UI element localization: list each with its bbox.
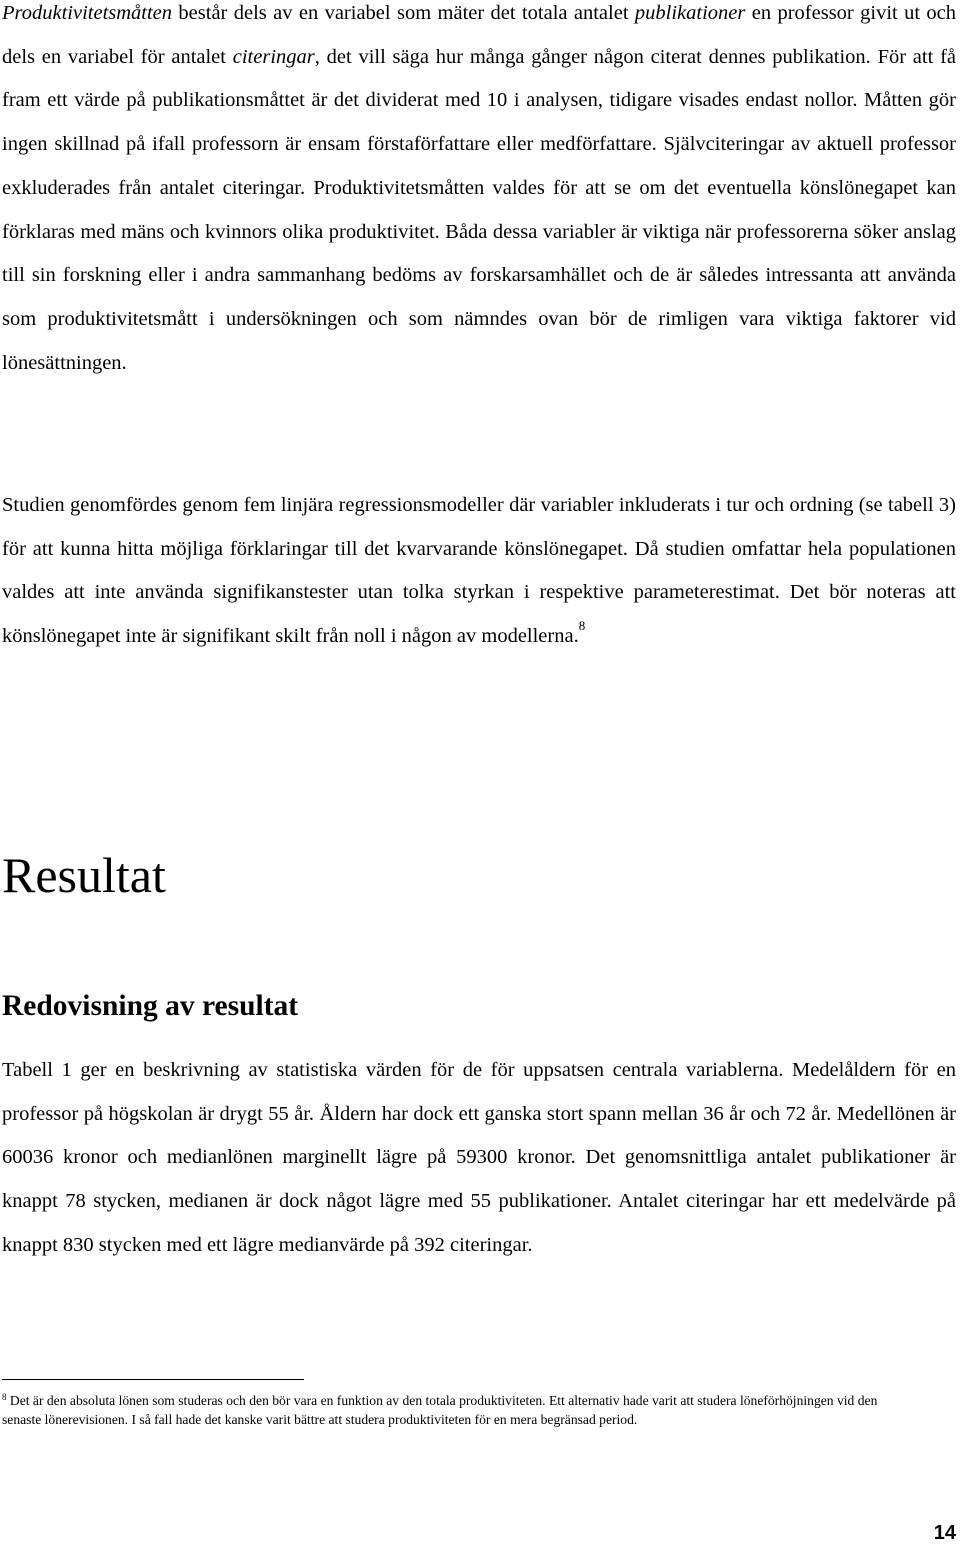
- term-citeringar: citeringar: [232, 45, 315, 68]
- footnote-reference[interactable]: 8: [578, 618, 586, 634]
- heading-resultat: Resultat: [2, 847, 166, 903]
- heading-redovisning-av-resultat: Redovisning av resultat: [2, 990, 299, 1022]
- page-number: 14: [933, 1522, 956, 1544]
- paragraph-text: , det vill säga hur många gånger någon citerat dennes publikation. För att få fram ett värde på publikationsmåttet är det dividerat med 10 i analysen, tidigare visades endast nollor. Måtten gör ingen skillnad på ifall professorn är ensam förstaförfattare eller medförfattare. Självciteringar av aktuell professor exkluderades från antalet citeringar. Produktivitetsmåtten valdes för att se om det eventuella könslönegapet kan förklaras med mäns och kvinnors olika produktivitet. Båda dessa variabler är viktiga när professorerna söker anslag till sin forskning eller i andra sammanhang bedöms av forskarsamhället och de är således intressanta att använda som produktivitetsmått i undersökningen och som nämndes ovan bör de rimligen vara viktiga faktorer vid lönesättningen.: [2, 45, 956, 374]
- footnote: [2, 1391, 920, 1429]
- footnote-separator: [2, 1379, 304, 1380]
- footnote-number: 8: [2, 1392, 7, 1402]
- term-publikationer: publikationer: [634, 2, 746, 24]
- paragraph-text: Studien genomfördes genom fem linjära regressionsmodeller där variabler inkluderats i tur och ordning (se tabell 3) för att kunna hitta möjliga förklaringar till det kvarvarande könslönegapet. Då studien omfattar hela populationen valdes att inte använda signifikanstester utan tolka styrkan i respektive parameterestimat. Det bör noteras att könslönegapet inte är signifikant skilt från noll i någon av modellerna.: [2, 494, 956, 648]
- term-produktivitetsmatten: Produktivitetsmåtten: [2, 2, 173, 24]
- paragraph-text: en professor givit ut och dels en variabel för antalet: [2, 2, 957, 68]
- paragraph-regression-models: [2, 484, 956, 659]
- paragraph-text: består dels av en variabel som mäter det totala antalet: [172, 2, 635, 24]
- paragraph-descriptive-statistics: [2, 1049, 956, 1268]
- paragraph-productivity-measures: [2, 0, 956, 385]
- footnote-text: Det är den absoluta lönen som studeras och den bör vara en funktion av den totala produktiviteten. Ett alternativ hade varit att studera löneförhöjningen vid den senaste lönerevisionen. I så fall hade det kanske varit bättre att studera produktiviteten för en mera begränsad period.: [2, 1393, 878, 1428]
- paragraph-text: Tabell 1 ger en beskrivning av statistiska värden för de för uppsatsen centrala variablerna. Medelåldern för en professor på högskolan är drygt 55 år. Åldern har dock ett ganska stort spann mellan 36 år och 72 år. Medellönen är 60036 kronor och medianlönen marginellt lägre på 59300 kronor. Det genomsnittliga antalet publikationer är knappt 78 stycken, medianen är dock något lägre med 55 publikationer. Antalet citeringar har ett medelvärde på knappt 830 stycken med ett lägre medianvärde på 392 citeringar.: [2, 1059, 956, 1256]
